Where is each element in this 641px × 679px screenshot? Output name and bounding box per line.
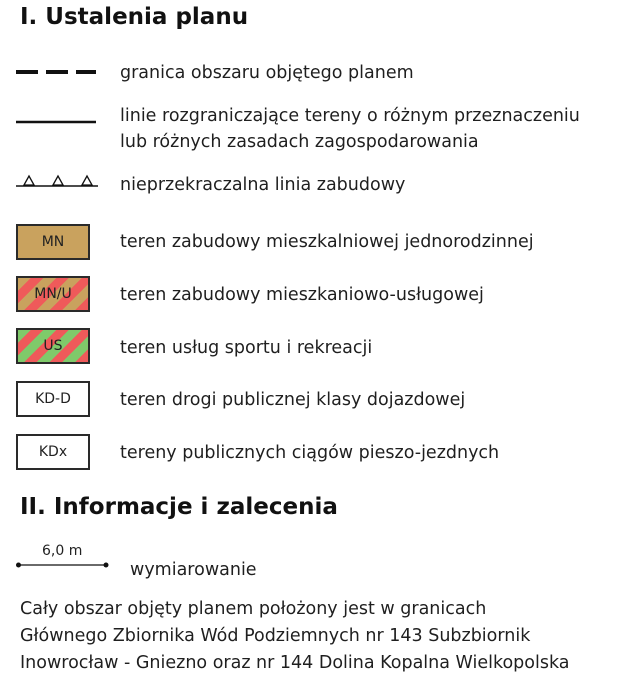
- legend-lines-label-2: lub różnych zasadach zagospodarowania: [120, 132, 479, 152]
- dimension-value: 6,0 m: [42, 543, 83, 559]
- solid-line-symbol: [16, 116, 98, 128]
- zone-us-code: US: [43, 338, 63, 354]
- zone-mn-label: teren zabudowy mieszkalniowej jednorodzinnej: [120, 232, 534, 252]
- zone-kdd-code: KD-D: [35, 391, 71, 407]
- info-paragraph: [20, 596, 570, 677]
- zone-kdd-box: [16, 381, 90, 417]
- zone-us-box: [16, 328, 90, 364]
- zone-mnu-label: teren zabudowy mieszkaniowo-usługowej: [120, 285, 484, 305]
- building-line-symbol: [16, 172, 100, 190]
- legend-lines-label-1: linie rozgraniczające tereny o różnym przeznaczeniu: [120, 106, 580, 126]
- legend-boundary-label: granica obszaru objętego planem: [120, 63, 414, 83]
- zone-kdx-box: [16, 434, 90, 470]
- zone-mnu-code: MN/U: [34, 286, 72, 302]
- dashed-boundary-symbol: [16, 64, 98, 80]
- zone-kdx-code: KDx: [38, 444, 68, 460]
- dimension-symbol: [16, 559, 112, 571]
- legend-building-line-label: nieprzekraczalna linia zabudowy: [120, 175, 406, 195]
- info-paragraph-line-1: Cały obszar objęty planem położony jest w granicach: [20, 599, 487, 619]
- zone-kdd-label: teren drogi publicznej klasy dojazdowej: [120, 390, 466, 410]
- zone-us-label: teren usług sportu i rekreacji: [120, 338, 373, 358]
- zone-mnu-box: [16, 276, 90, 312]
- zone-kdx-label: tereny publicznych ciągów pieszo-jezdnych: [120, 443, 500, 463]
- dimension-label: wymiarowanie: [130, 560, 257, 580]
- info-paragraph-line-2: Głównego Zbiornika Wód Podziemnych nr 143 Subzbiornik: [20, 626, 531, 646]
- zone-mn-box: [16, 224, 90, 260]
- zone-mn-code: MN: [41, 234, 65, 250]
- section-1-title: I. Ustalenia planu: [20, 4, 249, 30]
- section-2-title: II. Informacje i zalecenia: [20, 494, 338, 520]
- info-paragraph-line-3: Inowrocław - Gniezno oraz nr 144 Dolina Kopalna Wielkopolska: [20, 653, 570, 673]
